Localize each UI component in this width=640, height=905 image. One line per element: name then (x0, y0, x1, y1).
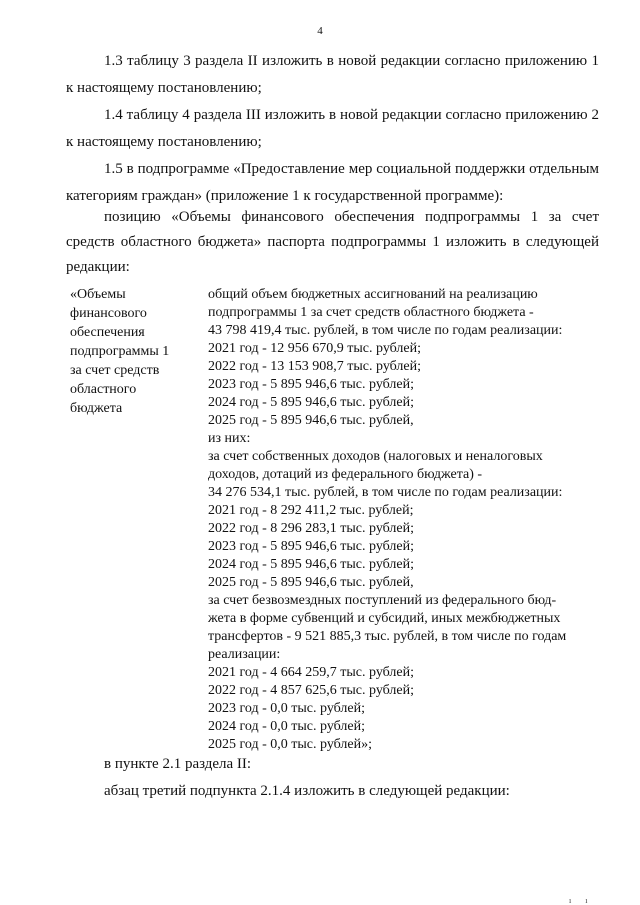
paragraph-position: позицию «Объемы финансового обеспечения подпрограммы 1 за счет средств областного бюджета» паспорта подпрограммы 1 изложить в следующей редакции: (66, 209, 599, 275)
label-line: подпрограммы 1 (70, 344, 170, 359)
page-number: 4 (317, 25, 323, 37)
corner-marks: ı ı (569, 896, 594, 905)
label-line: обеспечения (70, 325, 145, 340)
value-line: 2021 год - 8 292 411,2 тыс. рублей; (208, 503, 414, 518)
value-line: 2025 год - 5 895 946,6 тыс. рублей, (208, 575, 414, 590)
value-line: 2024 год - 5 895 946,6 тыс. рублей; (208, 557, 415, 572)
value-line: 2023 год - 5 895 946,6 тыс. рублей; (208, 377, 415, 392)
paragraph-section-2-1: в пункте 2.1 раздела II: (104, 756, 252, 772)
label-line: областного (70, 382, 137, 397)
value-line: 2024 год - 5 895 946,6 тыс. рублей; (208, 395, 415, 410)
value-line: 34 276 534,1 тыс. рублей, в том числе по годам реализации: (208, 485, 563, 500)
value-line: трансфертов - 9 521 885,3 тыс. рублей, в том числе по годам (208, 629, 567, 644)
label-line: бюджета (70, 401, 123, 416)
paragraph-1-4: 1.4 таблицу 4 раздела III изложить в новой редакции согласно приложению 2 к настоящему постановлению; (66, 107, 599, 150)
label-line: «Объемы (70, 287, 126, 302)
label-line: за счет средств (70, 363, 160, 378)
value-line: реализации: (208, 647, 281, 662)
value-line: 2022 год - 8 296 283,1 тыс. рублей; (208, 521, 415, 536)
value-line: 2023 год - 0,0 тыс. рублей; (208, 701, 366, 716)
value-line: 2024 год - 0,0 тыс. рублей; (208, 719, 366, 734)
paragraph-subpoint-2-1-4: абзац третий подпункта 2.1.4 изложить в следующей редакции: (104, 783, 510, 799)
value-line: 2022 год - 4 857 625,6 тыс. рублей; (208, 683, 415, 698)
value-line: из них: (208, 431, 251, 446)
paragraph-1-3: 1.3 таблицу 3 раздела II изложить в новой редакции согласно приложению 1 к настоящему постановлению; (66, 53, 599, 96)
value-line: 2023 год - 5 895 946,6 тыс. рублей; (208, 539, 415, 554)
value-line: доходов, дотаций из федерального бюджета) - (208, 467, 483, 482)
value-line: общий объем бюджетных ассигнований на реализацию (208, 287, 538, 302)
value-line: за счет собственных доходов (налоговых и неналоговых (208, 449, 543, 464)
value-line: 43 798 419,4 тыс. рублей, в том числе по годам реализации: (208, 323, 563, 338)
value-line: 2025 год - 5 895 946,6 тыс. рублей, (208, 413, 414, 428)
value-line: 2021 год - 12 956 670,9 тыс. рублей; (208, 341, 422, 356)
value-line: 2025 год - 0,0 тыс. рублей»; (208, 737, 373, 752)
value-line: 2022 год - 13 153 908,7 тыс. рублей; (208, 359, 422, 374)
paragraph-1-5: 1.5 в подпрограмме «Предоставление мер социальной поддержки отдельным категориям граждан» (приложение 1 к государственной программе): (66, 161, 599, 204)
value-line: 2021 год - 4 664 259,7 тыс. рублей; (208, 665, 415, 680)
value-line: подпрограммы 1 за счет средств областного бюджета - (208, 305, 534, 320)
value-line: жета в форме субвенций и субсидий, иных межбюджетных (208, 611, 561, 626)
value-line: за счет безвозмездных поступлений из федерального бюд- (208, 593, 557, 608)
label-line: финансового (70, 306, 147, 321)
